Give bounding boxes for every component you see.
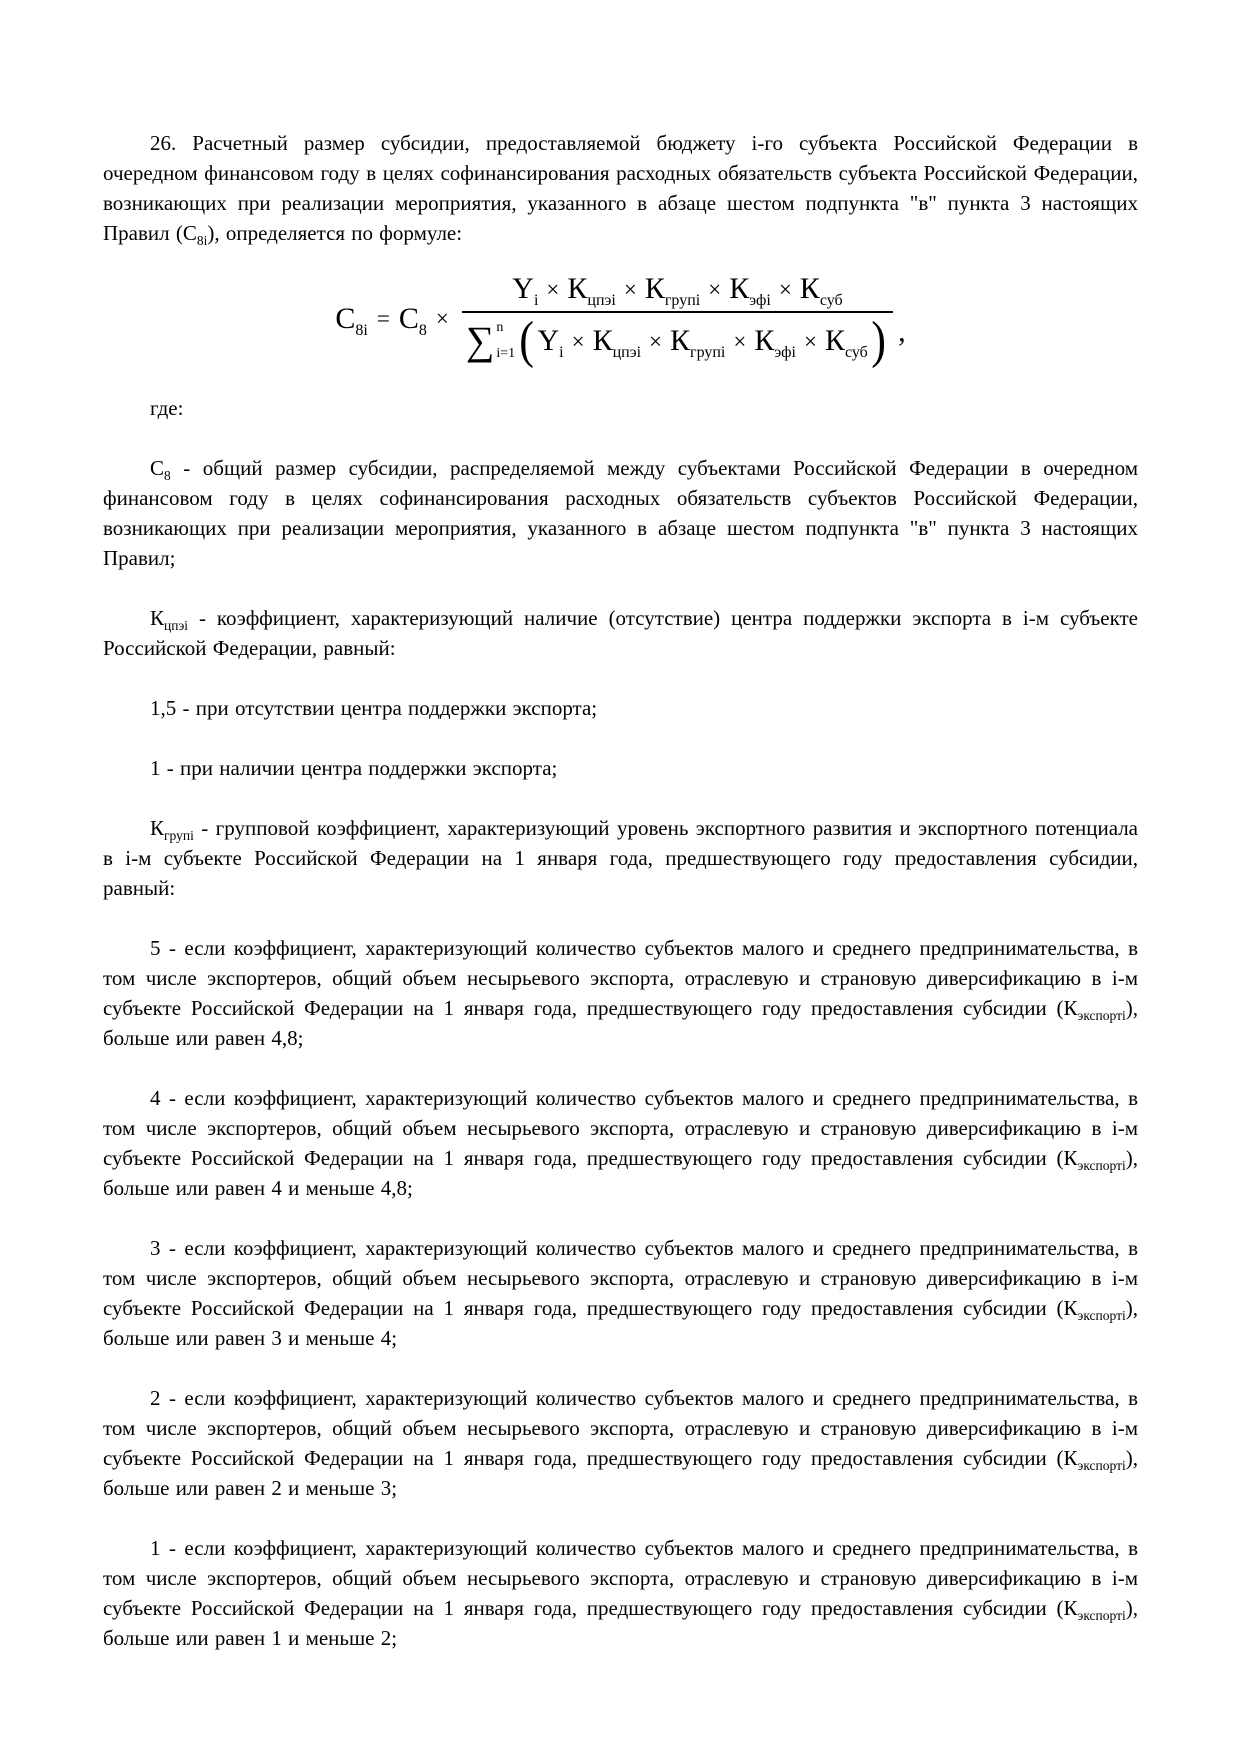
- term-k-sub: [824, 324, 868, 361]
- term-sub: эфi: [749, 292, 771, 309]
- definition-k-grup-text: - групповой коэффициент, характеризующий уровень экспортного развития и экспортного потенциала в i-м субъекте Российской Федерации на 1 января года, предшествующего году предоставления субсидии, равный:: [103, 816, 1138, 900]
- term-base: К: [799, 272, 820, 305]
- group-coef-5: [103, 933, 1138, 1053]
- multiply-sign: ×: [803, 328, 817, 354]
- multiply-sign: ×: [623, 276, 637, 302]
- group-coef-3-condition: ), больше или равен 3 и меньше 4;: [103, 1296, 1138, 1350]
- term-sub: цпэi: [587, 292, 616, 309]
- term-y: [512, 272, 539, 309]
- close-paren: ): [871, 312, 886, 370]
- paragraph-26: [103, 128, 1138, 248]
- c8i-inline-subscript: 8i: [196, 233, 208, 249]
- term-sub: цпэi: [612, 344, 642, 361]
- fraction: [462, 272, 893, 370]
- definition-k-grup: [103, 813, 1138, 903]
- term-base: К: [567, 272, 588, 305]
- group-coef-1-condition: ), больше или равен 1 и меньше 2;: [103, 1596, 1138, 1650]
- definition-k-grup-base: К: [150, 816, 165, 840]
- document-content: [103, 128, 1138, 1653]
- k-export-subscript: экспортi: [1077, 1308, 1126, 1324]
- definition-k-cpe-base: К: [150, 606, 165, 630]
- group-coef-2: [103, 1383, 1138, 1503]
- definition-k-cpe: [103, 603, 1138, 663]
- term-base: К: [824, 324, 845, 357]
- value-1: 1 - при наличии центра поддержки экспорта;: [150, 756, 558, 780]
- multiply-sign: ×: [649, 328, 662, 354]
- multiply-sign: ×: [733, 328, 747, 354]
- term-base: К: [644, 272, 665, 305]
- k-export-subscript: экспортi: [1077, 1608, 1126, 1624]
- definition-k-grup-subscript: групi: [164, 828, 194, 844]
- term-base: К: [670, 324, 691, 357]
- open-paren: (: [519, 312, 535, 370]
- multiply-sign: ×: [708, 276, 722, 302]
- formula-lhs-base: С: [335, 301, 356, 335]
- group-coef-4-text: 4 - если коэффициент, характеризующий количество субъектов малого и среднего предпринимательства, в том числе экспортеров, общий объем несырьевого экспорта, отраслевую и страновую диверсификацию в i-м субъекте Российской Федерации на 1 января года, предшествующего году предоставления субсидии (К: [103, 1086, 1138, 1170]
- sigma-icon: ∑: [465, 318, 495, 363]
- group-coef-1: [103, 1533, 1138, 1653]
- group-coef-4: [103, 1083, 1138, 1203]
- term-sub: i: [533, 292, 539, 309]
- definition-c8-subscript: 8: [164, 468, 171, 484]
- formula-c8-base: С: [398, 301, 419, 335]
- group-coef-4-condition: ), больше или равен 4 и меньше 4,8;: [103, 1146, 1138, 1200]
- formula-c8-subscript: 8: [418, 321, 427, 339]
- sum-lower-limit: i=1: [496, 346, 516, 361]
- definition-c8-text: - общий размер субсидии, распределяемой между субъектами Российской Федерации в очередном финансовом году в целях софинансирования расходных обязательств субъектов Российской Федерации, возникающих при реализации мероприятия, указанного в абзаце шестом подпункта "в" пункта 3 настоящих Правил;: [103, 456, 1138, 570]
- term-base: К: [729, 272, 750, 305]
- multiply-sign: ×: [546, 276, 560, 302]
- term-k-grup: [644, 272, 701, 309]
- paragraph-26-text-tail: ), определяется по формуле:: [207, 221, 463, 245]
- term-k-cpe: [592, 324, 642, 361]
- term-k-ef: [754, 324, 796, 361]
- fraction-numerator: [500, 274, 854, 311]
- sum-limits: [496, 319, 515, 363]
- term-base: К: [592, 324, 613, 357]
- formula-lhs-subscript: 8i: [355, 321, 368, 339]
- definition-c8-base: С: [150, 456, 165, 480]
- formula-comma: ,: [898, 314, 906, 348]
- term-k-grup: [670, 324, 726, 361]
- k-export-subscript: экспортi: [1077, 1158, 1126, 1174]
- equals-sign: =: [376, 306, 390, 331]
- definition-c8: [103, 453, 1138, 573]
- multiply-sign: ×: [435, 306, 449, 331]
- where-label: где:: [150, 396, 184, 420]
- term-sub: i: [559, 344, 564, 361]
- formula-c8i: [335, 272, 906, 370]
- group-coef-5-condition: ), больше или равен 4,8;: [103, 996, 1138, 1050]
- term-k-sub: [799, 272, 843, 309]
- definition-k-cpe-text: - коэффициент, характеризующий наличие (отсутствие) центра поддержки экспорта в i-м субъекте Российской Федерации, равный:: [103, 606, 1138, 660]
- term-base: К: [754, 324, 775, 357]
- multiply-sign: ×: [571, 328, 585, 354]
- definition-k-cpe-subscript: цпэi: [164, 618, 189, 634]
- paragraph-26-text: 26. Расчетный размер субсидии, предоставляемой бюджету i-го субъекта Российской Федерации в очередном финансовом году в целях софинансирования расходных обязательств субъекта Российской Федерации, возникающих при реализации мероприятия, указанного в абзаце шестом подпункта "в" пункта 3 настоящих Правил (С: [103, 131, 1138, 245]
- formula-lhs: [335, 301, 368, 339]
- formula-c8-term: [398, 301, 427, 339]
- group-coef-2-text: 2 - если коэффициент, характеризующий количество субъектов малого и среднего предпринимательства, в том числе экспортеров, общий объем несырьевого экспорта, отраслевую и страновую диверсификацию в i-м субъекте Российской Федерации на 1 января года, предшествующего году предоставления субсидии (К: [103, 1386, 1138, 1470]
- term-y: [537, 324, 564, 361]
- fraction-denominator: [462, 311, 893, 370]
- term-sub: групi: [690, 344, 726, 361]
- k-export-subscript: экспортi: [1077, 1008, 1126, 1024]
- term-sub: суб: [819, 292, 843, 309]
- term-base: Y: [537, 324, 560, 357]
- group-coef-1-text: 1 - если коэффициент, характеризующий количество субъектов малого и среднего предпринимательства, в том числе экспортеров, общий объем несырьевого экспорта, отраслевую и страновую диверсификацию в i-м субъекте Российской Федерации на 1 января года, предшествующего году предоставления субсидии (К: [103, 1536, 1138, 1620]
- k-export-subscript: экспортi: [1077, 1458, 1126, 1474]
- term-sub: эфi: [774, 344, 796, 361]
- group-coef-2-condition: ), больше или равен 2 и меньше 3;: [103, 1446, 1138, 1500]
- group-coef-3-text: 3 - если коэффициент, характеризующий количество субъектов малого и среднего предпринимательства, в том числе экспортеров, общий объем несырьевого экспорта, отраслевую и страновую диверсификацию в i-м субъекте Российской Федерации на 1 января года, предшествующего году предоставления субсидии (К: [103, 1236, 1138, 1320]
- term-k-cpe: [567, 272, 616, 309]
- sum-operator: [466, 319, 515, 363]
- term-sub: суб: [844, 344, 868, 361]
- group-coef-5-text: 5 - если коэффициент, характеризующий количество субъектов малого и среднего предпринимательства, в том числе экспортеров, общий объем несырьевого экспорта, отраслевую и страновую диверсификацию в i-м субъекте Российской Федерации на 1 января года, предшествующего году предоставления субсидии (К: [103, 936, 1138, 1020]
- formula-block: [103, 272, 1138, 370]
- term-k-ef: [729, 272, 771, 309]
- multiply-sign: ×: [778, 276, 792, 302]
- term-sub: групi: [664, 292, 701, 309]
- value-1-5: 1,5 - при отсутствии центра поддержки экспорта;: [150, 696, 598, 720]
- sum-upper-limit: n: [496, 320, 504, 335]
- group-coef-3: [103, 1233, 1138, 1353]
- term-base: Y: [512, 272, 534, 305]
